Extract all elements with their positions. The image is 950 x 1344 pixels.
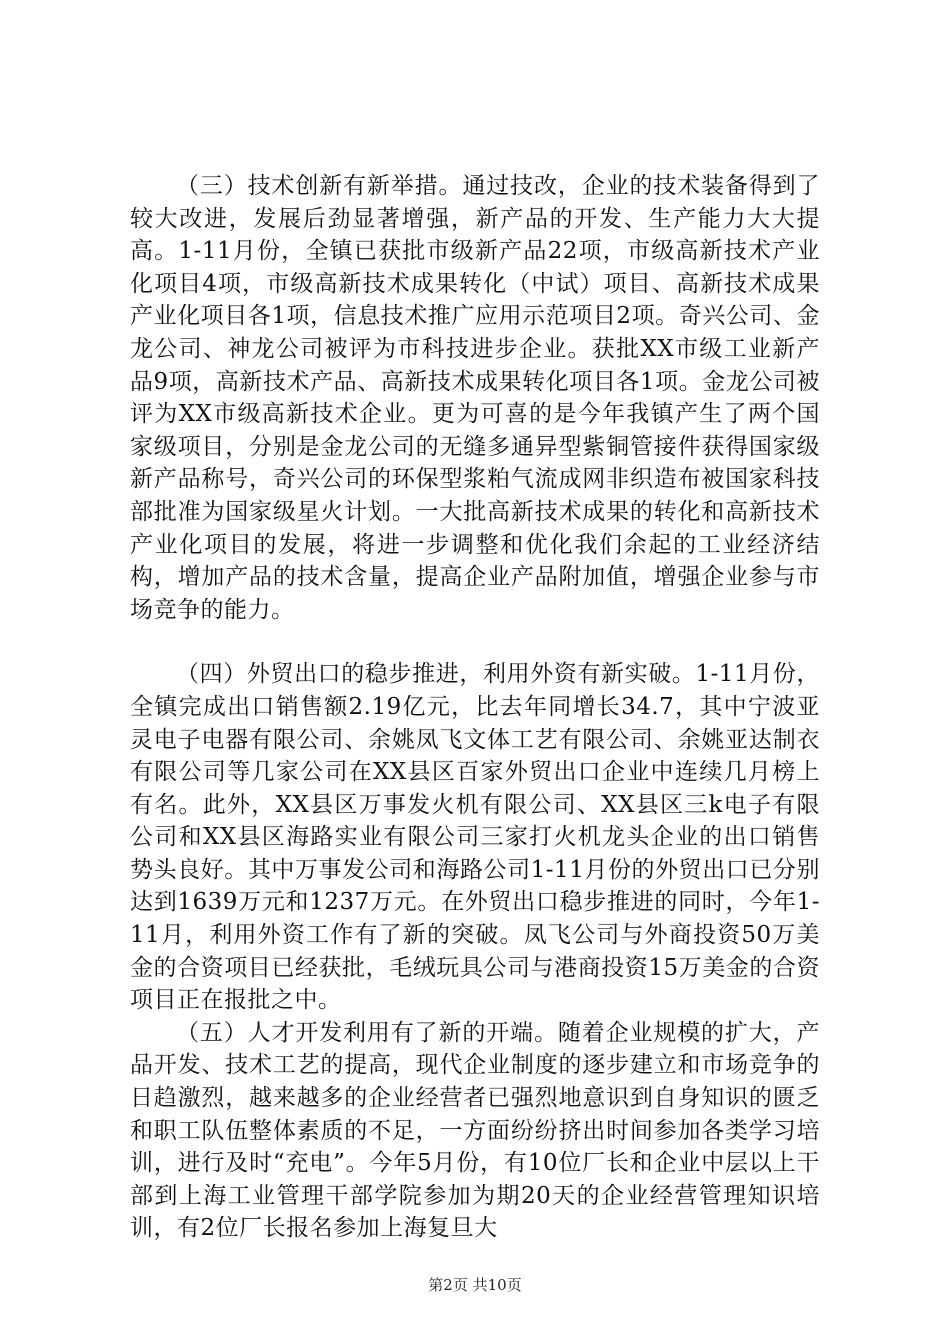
document-body xyxy=(130,170,820,1245)
paragraph-foreign-trade: （四）外贸出口的稳步推进，利用外资有新实破。1-11月份，全镇完成出口销售额2.19亿元，比去年同增长34.7，其中宁波亚灵电子电器有限公司、余姚凤飞文体工艺有限公司、余姚亚达制衣有限公司等几家公司在XX县区百家外贸出口企业中连续几月榜上有名。此外，XX县区万事发火机有限公司、XX县区三k电子有限公司和XX县区海路实业有限公司三家打火机龙头企业的出口销售势头良好。其中万事发公司和海路公司1-11月份的外贸出口已分别达到1639万元和1237万元。在外贸出口稳步推进的同时，今年1-11月，利用外资工作有了新的突破。凤飞公司与外商投资50万美金的合资项目已经获批，毛绒玩具公司与港商投资15万美金的合资项目正在报批之中。 xyxy=(130,661,820,1014)
page-number-footer: 第2页 共10页 xyxy=(428,1276,522,1294)
paragraph-talent-development: （五）人才开发利用有了新的开端。随着企业规模的扩大，产品开发、技术工艺的提高，现代企业制度的逐步建立和市场竞争的日趋激烈，越来越多的企业经营者已强烈地意识到自身知识的匮乏和职工队伍整体素质的不足，一方面纷纷挤出时间参加各类学习培训，进行及时“充电”。今年5月份，有10位厂长和企业中层以上干部到上海工业管理干部学院参加为期20天的企业经营管理知识培训，有2位厂长报名参加上海复旦大 xyxy=(130,1019,820,1242)
paragraph-tech-innovation: （三）技术创新有新举措。通过技改，企业的技术装备得到了较大改进，发展后劲显著增强，新产品的开发、生产能力大大提高。1-11月份，全镇已获批市级新产品22项，市级高新技术产业化项目4项，市级高新技术成果转化（中试）项目、高新技术成果产业化项目各1项，信息技术推广应用示范项目2项。奇兴公司、金龙公司、神龙公司被评为市科技进步企业。获批XX市级工业新产品9项，高新技术产品、高新技术成果转化项目各1项。金龙公司被评为XX市级高新技术企业。更为可喜的是今年我镇产生了两个国家级项目，分别是金龙公司的无缝多通异型紫铜管接件获得国家级新产品称号，奇兴公司的环保型浆粕气流成网非织造布被国家科技部批准为国家级星火计划。一大批高新技术成果的转化和高新技术产业化项目的发展，将进一步调整和优化我们余起的工业经济结构，增加产品的技术含量，提高企业产品附加值，增强企业参与市场竞争的能力。 xyxy=(130,173,820,623)
